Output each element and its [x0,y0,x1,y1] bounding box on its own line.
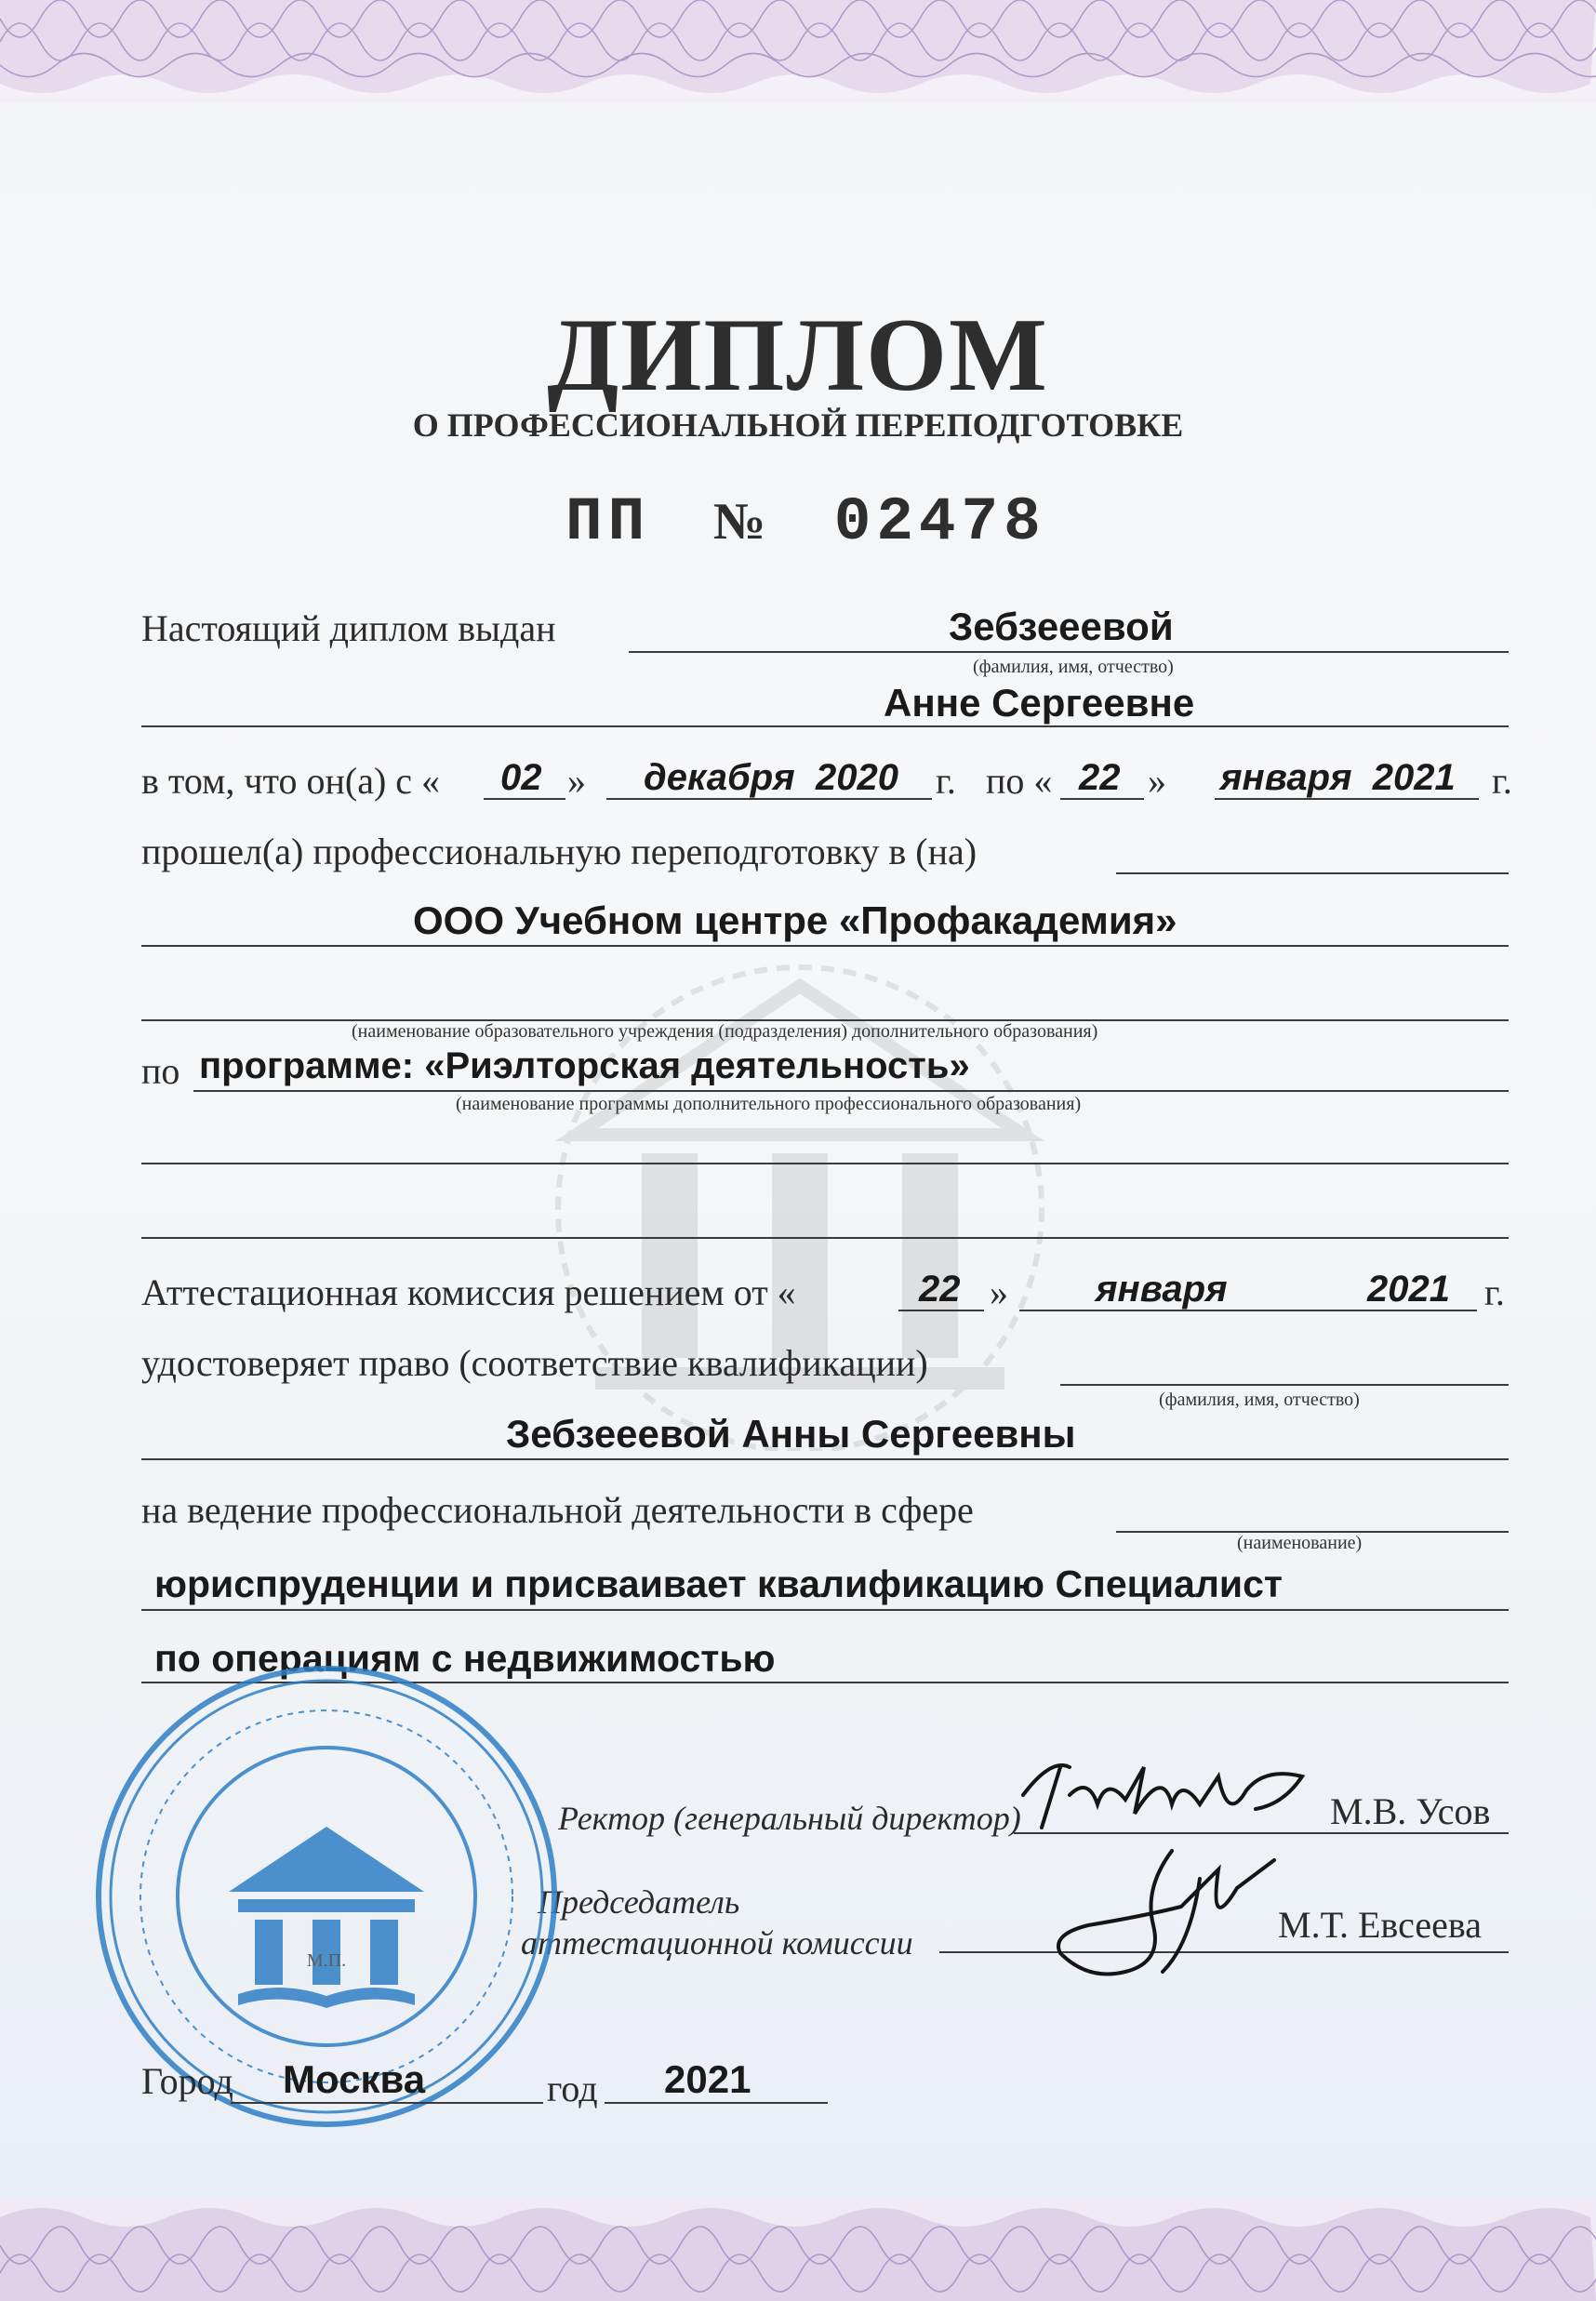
program-line-2 [141,1163,1509,1164]
activity-value-line-1: юриспруденции и присваивает квалификацию Специалист [154,1563,1283,1605]
year-value: 2021 [664,2057,751,2101]
program-line-3 [141,1237,1509,1239]
issued-name-line [141,725,1509,727]
period-to-day: 22 [1079,757,1121,798]
right-person-line [141,1458,1509,1460]
guilloche-border-top [0,0,1596,102]
program-value: программе: «Риэлторская деятельность» [199,1045,970,1086]
diploma-number-value: 02478 [833,487,1046,557]
right-person: Зебзееевой Анны Сергеевны [506,1412,1076,1456]
number-sign: № [712,493,772,551]
period-quote-1: » [567,760,586,802]
rector-signature [1004,1739,1321,1842]
institution-hint: (наименование образовательного учреждения (подразделения) дополнительного образования) [352,1021,1098,1042]
issued-surname-line [629,651,1509,653]
city-label: Город [141,2060,233,2102]
diploma-number [565,487,1046,557]
rector-name: М.В. Усов [1330,1790,1491,1832]
institution-line-1 [141,945,1509,947]
commission-g: г. [1484,1271,1505,1313]
chair-signature [1032,1832,1311,1990]
activity-value-line-2: по операциям с недвижимостью [154,1637,776,1680]
right-label: удостоверяет право (соответствие квалификации) [141,1342,928,1384]
activity-hint: (наименование) [1237,1533,1363,1553]
city-value: Москва [283,2057,426,2101]
period-g-1: г. [936,760,956,802]
period-g-2: г. [1492,760,1512,802]
program-line-1 [193,1090,1509,1092]
issued-fio-hint: (фамилия, имя, отчество) [973,657,1174,677]
activity-line-1 [141,1609,1509,1611]
chair-name: М.Т. Евсеева [1278,1904,1482,1946]
commission-label: Аттестационная комиссия решением от « [141,1271,796,1313]
commission-day: 22 [919,1269,961,1310]
institution-value: ООО Учебном центре «Профакадемия» [413,898,1177,942]
activity-label: на ведение профессиональной деятельности в сфере [141,1489,974,1531]
rector-label: Ректор (генеральный директор) [558,1800,1021,1837]
chair-label-1: Председатель [538,1883,740,1921]
program-label: по [141,1050,180,1092]
commission-year: 2021 [1367,1269,1450,1310]
year-line [605,2102,828,2104]
issued-label: Настоящий диплом выдан [141,607,556,649]
institution-label-line [1116,872,1509,874]
period-quote-2: » [1148,760,1166,802]
institution-label: прошел(а) профессиональную переподготовку в (на) [141,831,978,872]
right-fio-hint: (фамилия, имя, отчество) [1159,1390,1360,1410]
city-line [231,2102,543,2104]
guilloche-border-bottom [0,2199,1596,2301]
period-to-month-year: января 2021 [1220,757,1456,798]
period-po: по « [986,760,1053,802]
period-from-day: 02 [500,757,542,798]
program-hint: (наименование программы дополнительного профессионального образования) [456,1094,1082,1114]
issued-surname: Зебзееевой [949,605,1174,648]
commission-month: января [1096,1269,1228,1310]
year-label: год [547,2068,598,2109]
diploma-title: ДИПЛОМ [547,298,1049,413]
period-prefix: в том, что он(а) с « [141,760,441,802]
diploma-subtitle: О ПРОФЕССИОНАЛЬНОЙ ПЕРЕПОДГОТОВКЕ [412,406,1184,444]
chair-label-2: аттестационной комиссии [521,1924,913,1962]
commission-quote: » [990,1271,1008,1313]
right-label-line [1060,1384,1509,1386]
issued-name: Анне Сергеевне [884,681,1195,725]
diploma-series: ПП [565,487,651,557]
stamp-mp: М.П. [306,1950,347,1971]
period-from-month-year: декабря 2020 [644,757,898,798]
